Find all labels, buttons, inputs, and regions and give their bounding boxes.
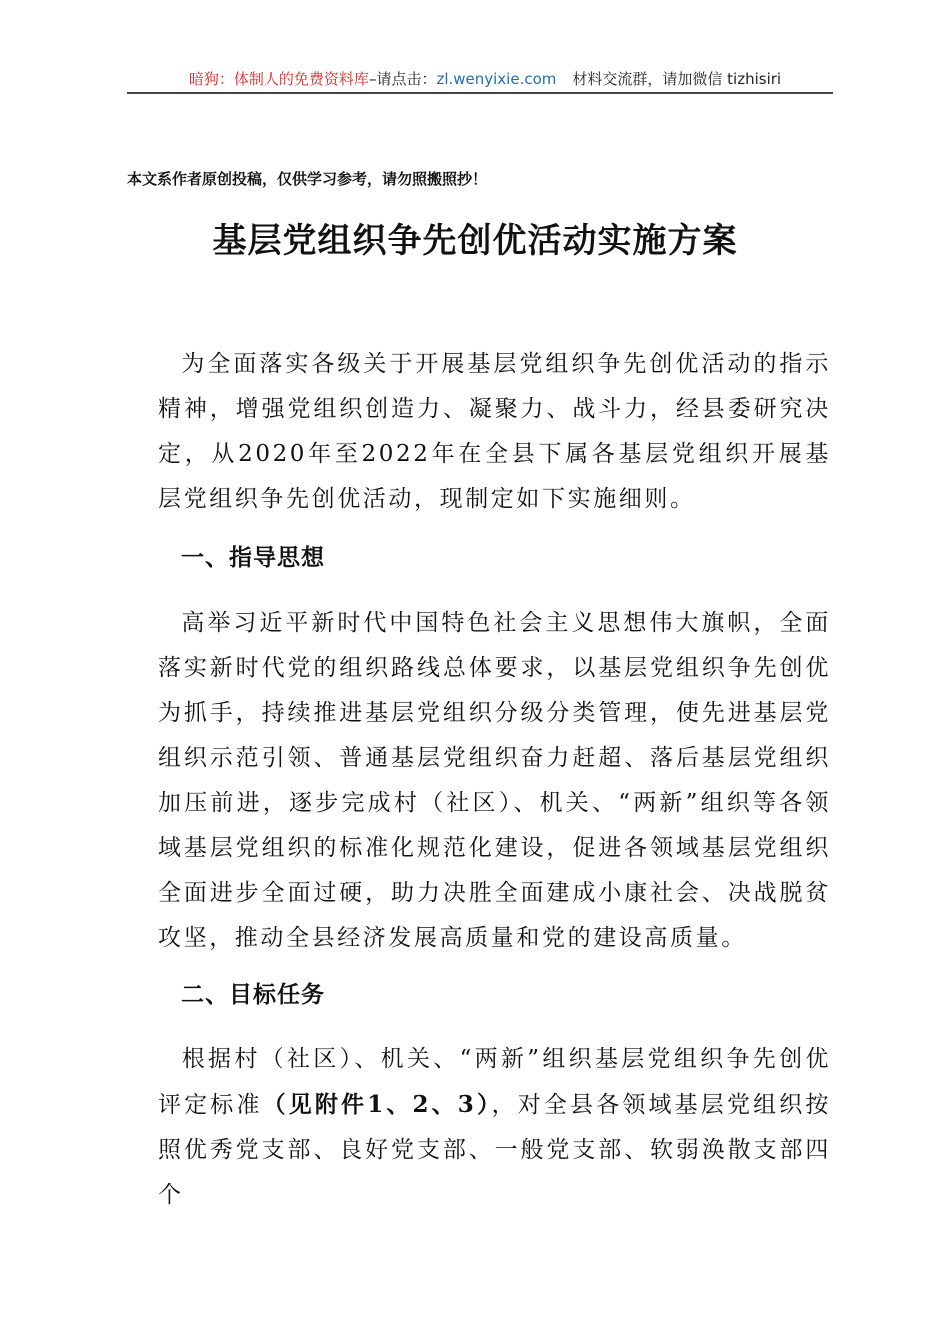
section-heading-guiding: 一、指导思想 [181,545,325,571]
promo-text: 暗狗：体制人的免费资料库 [188,70,369,88]
section-heading-goals: 二、目标任务 [181,982,325,1008]
attachment-reference: （见附件1、2、3） [262,1091,492,1118]
paragraph-intro-text: 为全面落实各级关于开展基层党组织争先创优活动的指示精神，增强党组织创造力、凝聚力、战斗力，经县委研究决定，从2020年至2022年在全县下属各基层党组织开展基层党组织争先创优活动，现制定如下实施细则。 [158,351,831,512]
paragraph-goals [158,1037,831,1218]
page-header [127,68,833,94]
site-link[interactable]: zl.wenyixie.com [436,70,557,88]
copyright-notice: 本文系作者原创投稿，仅供学习参考，请勿照搬照抄！ [127,170,488,188]
paragraph-intro [158,342,831,522]
paragraph-guiding-text: 高举习近平新时代中国特色社会主义思想伟大旗帜，全面落实新时代党的组织路线总体要求，以基层党组织争先创优为抓手，持续推进基层党组织分级分类管理，使先进基层党组织示范引领、普通基层党组织奋力赶超、落后基层党组织加压前进，逐步完成村（社区）、机关、“两新”组织等各领域基层党组织的标准化规范化建设，促进各领域基层党组织全面进步全面过硬，助力决胜全面建成小康社会、决战脱贫攻坚，推动全县经济发展高质量和党的建设高质量。 [158,610,831,951]
document-title: 基层党组织争先创优活动实施方案 [212,221,738,261]
click-prompt: –请点击： [368,70,437,88]
paragraph-goals-text-after: ，对全县各领域基层党组织按照优秀党支部、良好党支部、一般党支部、软弱涣散支部四个 [158,1092,831,1208]
paragraph-goals-text-before: 根据村（社区）、机关、“两新”组织基层党组织争先创优评定标准 [158,1046,831,1118]
paragraph-guiding [158,601,831,961]
contact-text: 材料交流群，请加微信 tizhisiri [572,70,782,88]
